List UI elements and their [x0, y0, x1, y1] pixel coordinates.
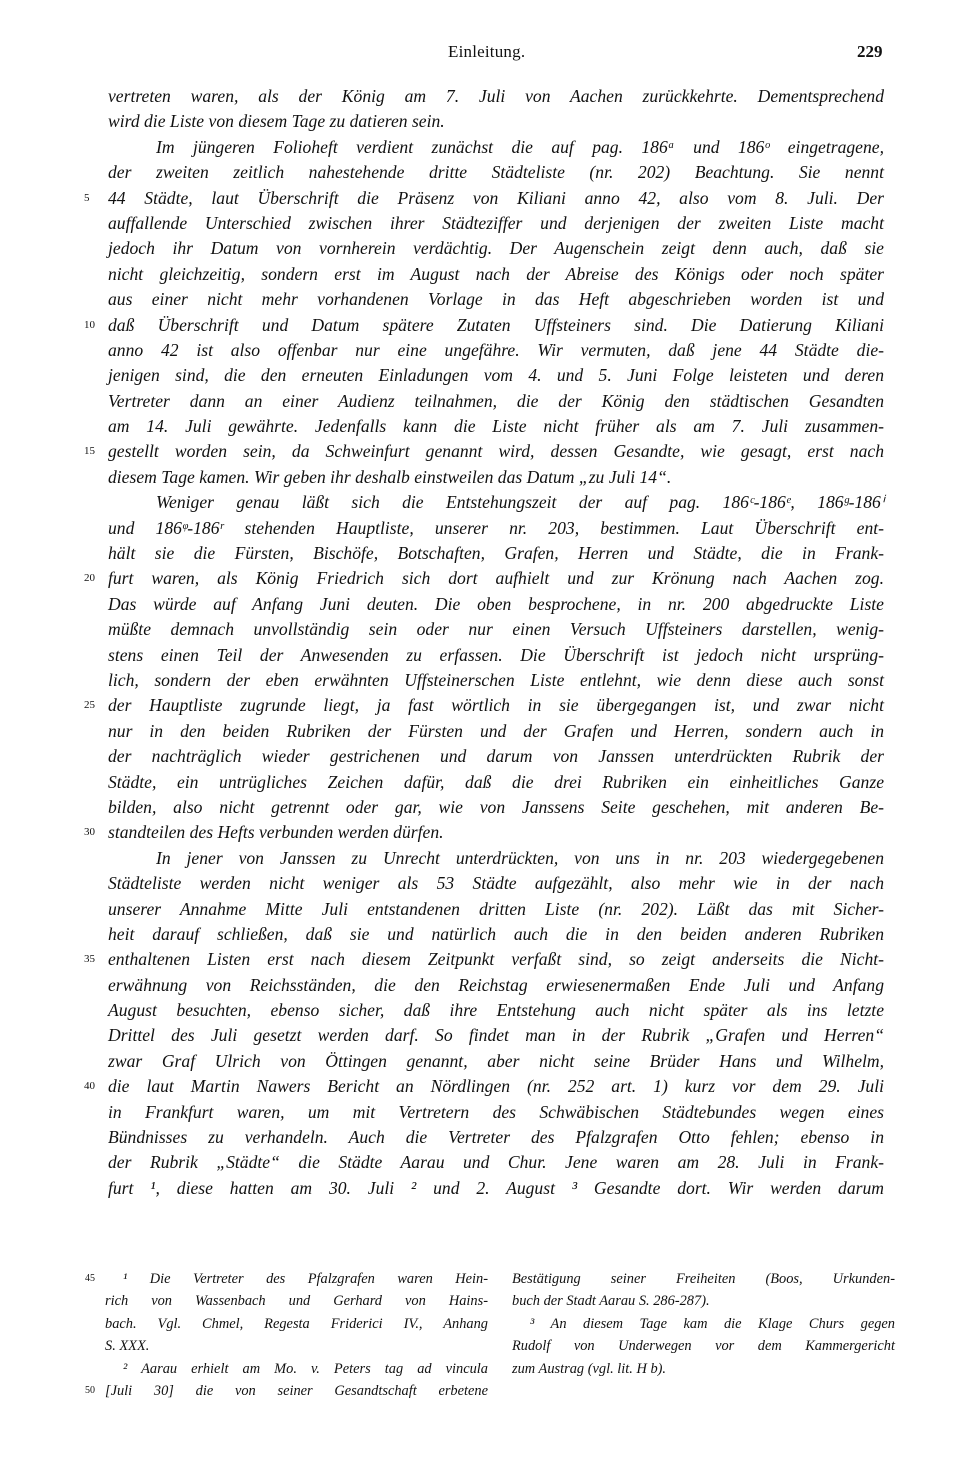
line-text: in Frankfurt waren, um mit Vertretern des Schwäbischen Städtebundes wegen eines	[108, 1101, 884, 1122]
line-text: erwähnung von Reichsständen, die den Reichstag erwiesenermaßen Ende Juli und Anfang	[108, 974, 884, 995]
line-number: 30	[84, 826, 95, 839]
line-text: daß Überschrift und Datum spätere Zutaten Uffsteiners sind. Die Datierung Kiliani	[108, 314, 884, 335]
line-text: Städteliste werden nicht weniger als 53 Städte aufgezählt, also mehr wie in der nach	[108, 873, 884, 894]
text-line	[84, 439, 884, 464]
line-text: jenigen sind, die den erneuten Einladungen vom 4. und 5. Juni Folge leisteten und deren	[108, 365, 884, 386]
text-line	[108, 490, 884, 515]
text-line	[108, 541, 884, 566]
line-text: der zweiten zeitlich nahestehende dritte Städteliste (nr. 202) Beachtung. Sie nennt	[108, 162, 884, 183]
text-line	[108, 744, 884, 769]
line-text: standteilen des Hefts verbunden werden dürfen.	[108, 822, 444, 843]
line-text: [Juli 30] die von seiner Gesandtschaft erbetene	[105, 1382, 488, 1399]
text-line	[108, 160, 884, 185]
text-line	[108, 262, 884, 287]
line-text: August besuchten, ebenso sicher, daß ihre Entstehung auch nicht später als ins letzte	[108, 1000, 884, 1021]
text-line	[108, 668, 884, 693]
line-number: 40	[84, 1080, 95, 1093]
line-text: zwar Graf Ulrich von Öttingen genannt, aber nicht seine Brüder Hans und Wilhelm,	[108, 1050, 884, 1071]
footnote-line	[512, 1335, 895, 1357]
line-number: 20	[84, 572, 95, 585]
line-text: ³ An diesem Tage kam die Klage Churs gegen	[530, 1315, 895, 1332]
line-text: Städte, ein untrügliches Zeichen dafür, daß die drei Rubriken ein einheitliches Ganze	[108, 771, 884, 792]
line-text: auffallende Unterschied zwischen ihrer Städteziffer und derjenigen der zweiten Liste macht	[108, 212, 884, 233]
line-text: diesem Tage kamen. Wir geben ihr deshalb einstweilen das Datum „zu Juli 14“.	[108, 466, 672, 487]
text-line	[108, 846, 884, 871]
line-text: die laut Martin Nawers Bericht an Nördlingen (nr. 252 art. 1) kurz vor dem 29. Juli	[108, 1076, 884, 1097]
text-line	[84, 947, 884, 972]
text-line	[108, 998, 884, 1023]
line-text: der Hauptliste zugrunde liegt, ja fast wörtlich in sie übergegangen ist, und zwar nicht	[108, 695, 884, 716]
line-text: müßte demnach unvollständig sein oder nur einen Versuch Uffsteiners darstellen, wenig-	[108, 619, 884, 640]
footnotes-left-column	[85, 1268, 488, 1402]
text-line	[108, 84, 884, 109]
line-text: rich von Wassenbach und Gerhard von Hains-	[105, 1293, 488, 1310]
footnote-line	[105, 1290, 488, 1312]
line-text: bach. Vgl. Chmel, Regesta Friderici IV., Anhang	[105, 1315, 488, 1332]
line-text: heit darauf schließen, daß sie und natürlich auch die in den beiden anderen Rubriken	[108, 923, 884, 944]
line-number: 15	[84, 445, 95, 458]
line-text: stens einen Teil der Anwesenden zu erfassen. Die Überschrift ist jedoch nicht ursprüng-	[108, 644, 884, 665]
line-text: bilden, also nicht getrennt oder gar, wie von Janssens Seite geschehen, mit anderen Be-	[108, 796, 884, 817]
text-line	[108, 211, 884, 236]
text-line	[108, 1150, 884, 1175]
text-line	[108, 617, 884, 642]
line-text: Bündnisses zu verhandeln. Auch die Vertreter des Pfalzgrafen Otto fehlen; ebenso in	[108, 1127, 884, 1148]
text-line	[84, 1074, 884, 1099]
line-text: hält sie die Fürsten, Bischöfe, Botschaften, Grafen, Herren und Städte, die in Frank-	[108, 543, 884, 564]
line-number: 50	[85, 1384, 95, 1396]
text-line	[108, 643, 884, 668]
line-text: nur in den beiden Rubriken der Fürsten und der Grafen und Herren, sondern auch in	[108, 720, 884, 741]
line-text: Das würde auf Anfang Juni deuten. Die oben besprochene, in nr. 200 abgedruckte Liste	[108, 593, 884, 614]
text-line	[108, 1023, 884, 1048]
text-line	[108, 592, 884, 617]
line-number: 5	[84, 191, 90, 204]
text-line	[108, 1176, 884, 1201]
main-text-block	[84, 84, 884, 1201]
footnote-line	[85, 1268, 488, 1290]
line-text: und 186ᵠ-186ʳ stehenden Hauptliste, unserer nr. 203, bestimmen. Laut Überschrift ent-	[108, 517, 884, 538]
text-line	[108, 897, 884, 922]
text-line	[108, 1100, 884, 1125]
line-text: der nachträglich wieder gestrichenen und darum von Janssen unterdrückten Rubrik der	[108, 746, 884, 767]
line-text: Rudolf von Underwegen vor dem Kammergericht	[512, 1338, 895, 1355]
running-header	[0, 42, 960, 66]
line-text: gestellt worden sein, da Schweinfurt genannt wird, dessen Gesandte, wie gesagt, erst nach	[108, 441, 884, 462]
line-text: enthaltenen Listen erst nach diesem Zeitpunkt verfaßt sind, so zeigt anderseits die Nicht-	[108, 949, 884, 970]
page-number: 229	[857, 42, 883, 61]
text-line	[84, 820, 884, 845]
line-text: Bestätigung seiner Freiheiten (Boos, Urkunden-	[512, 1271, 895, 1287]
line-number: 45	[85, 1273, 95, 1284]
line-text: vertreten waren, als der König am 7. Juli von Aachen zurückkehrte. Dementsprechend	[108, 86, 884, 106]
text-line	[108, 338, 884, 363]
line-number: 35	[84, 953, 95, 966]
footnote-line	[105, 1358, 488, 1380]
text-line	[108, 465, 884, 490]
footnote-line	[105, 1335, 488, 1357]
footnotes-right-column	[512, 1268, 895, 1380]
line-text: Vertreter dann an einer Audienz teilnahmen, die der König den städtischen Gesandten	[108, 390, 884, 411]
text-line	[84, 566, 884, 591]
text-line	[108, 973, 884, 998]
line-text: nicht gleichzeitig, sondern erst im August nach der Abreise des Königs oder noch später	[108, 263, 884, 284]
line-text: unserer Annahme Mitte Juli entstandenen dritten Liste (nr. 202). Läßt das mit Sicher-	[108, 898, 884, 919]
text-line	[108, 1049, 884, 1074]
text-line	[108, 770, 884, 795]
line-text: der Rubrik „Städte“ die Städte Aarau und Chur. Jene waren am 28. Juli in Frank-	[108, 1152, 884, 1173]
line-text: zum Austrag (vgl. lit. H b).	[512, 1360, 667, 1377]
line-text: ¹ Die Vertreter des Pfalzgrafen waren Hein-	[123, 1271, 488, 1287]
text-line	[108, 236, 884, 261]
footnote-line	[512, 1290, 895, 1312]
footnote-line	[512, 1313, 895, 1335]
line-text: In jener von Janssen zu Unrecht unterdrückten, von uns in nr. 203 wiedergegebenen	[156, 847, 884, 868]
text-line	[84, 313, 884, 338]
line-text: Drittel des Juli gesetzt werden darf. So findet man in der Rubrik „Grafen und Herren“	[108, 1025, 884, 1046]
text-line	[108, 1125, 884, 1150]
line-text: anno 42 ist also offenbar nur eine ungefähre. Wir vermuten, daß jene 44 Städte die-	[108, 339, 884, 360]
text-line	[108, 109, 884, 134]
text-line	[108, 516, 884, 541]
footnote-line	[512, 1358, 895, 1380]
footnote-line	[105, 1313, 488, 1335]
line-number: 25	[84, 699, 95, 712]
line-text: 44 Städte, laut Überschrift die Präsenz von Kiliani anno 42, also vom 8. Juli. Der	[108, 187, 884, 208]
footnote-line	[512, 1268, 895, 1290]
line-text: ² Aarau erhielt am Mo. v. Peters tag ad vincula	[123, 1360, 488, 1377]
text-line	[108, 414, 884, 439]
line-text: jedoch ihr Datum von vornherein verdächtig. Der Augenschein zeigt denn auch, daß sie	[108, 238, 884, 259]
line-text: aus einer nicht mehr vorhandenen Vorlage in das Heft abgeschrieben worden ist und	[108, 289, 884, 310]
text-line	[108, 795, 884, 820]
line-text: am 14. Juli gewährte. Jedenfalls kann die Liste nicht früher als am 7. Juli zusammen-	[108, 416, 884, 437]
running-title: Einleitung.	[448, 42, 526, 61]
footnote-line	[85, 1380, 488, 1402]
line-text: wird die Liste von diesem Tage zu datieren sein.	[108, 111, 445, 132]
text-line	[84, 186, 884, 211]
line-text: lich, sondern der eben erwähnten Uffsteinerschen Liste entlehnt, wie denn diese auch sonst	[108, 669, 884, 690]
text-line	[108, 135, 884, 160]
line-text: Weniger genau läßt sich die Entstehungszeit der auf pag. 186ᶜ-186ᵉ, 186ᵍ-186ⁱ	[156, 492, 884, 513]
line-text: furt waren, als König Friedrich sich dort aufhielt und zur Krönung nach Aachen zog.	[108, 568, 884, 589]
text-line	[108, 719, 884, 744]
line-text: buch der Stadt Aarau S. 286-287).	[512, 1293, 710, 1310]
line-text: Im jüngeren Folioheft verdient zunächst die auf pag. 186ᵃ und 186ᵒ eingetragene,	[156, 136, 884, 157]
text-line	[108, 871, 884, 896]
line-number: 10	[84, 318, 95, 331]
text-line	[108, 363, 884, 388]
text-line	[108, 287, 884, 312]
text-line	[108, 389, 884, 414]
text-line	[84, 693, 884, 718]
line-text: S. XXX.	[105, 1338, 150, 1355]
line-text: furt ¹, diese hatten am 30. Juli ² und 2. August ³ Gesandte dort. Wir werden darum	[108, 1177, 884, 1198]
text-line	[108, 922, 884, 947]
